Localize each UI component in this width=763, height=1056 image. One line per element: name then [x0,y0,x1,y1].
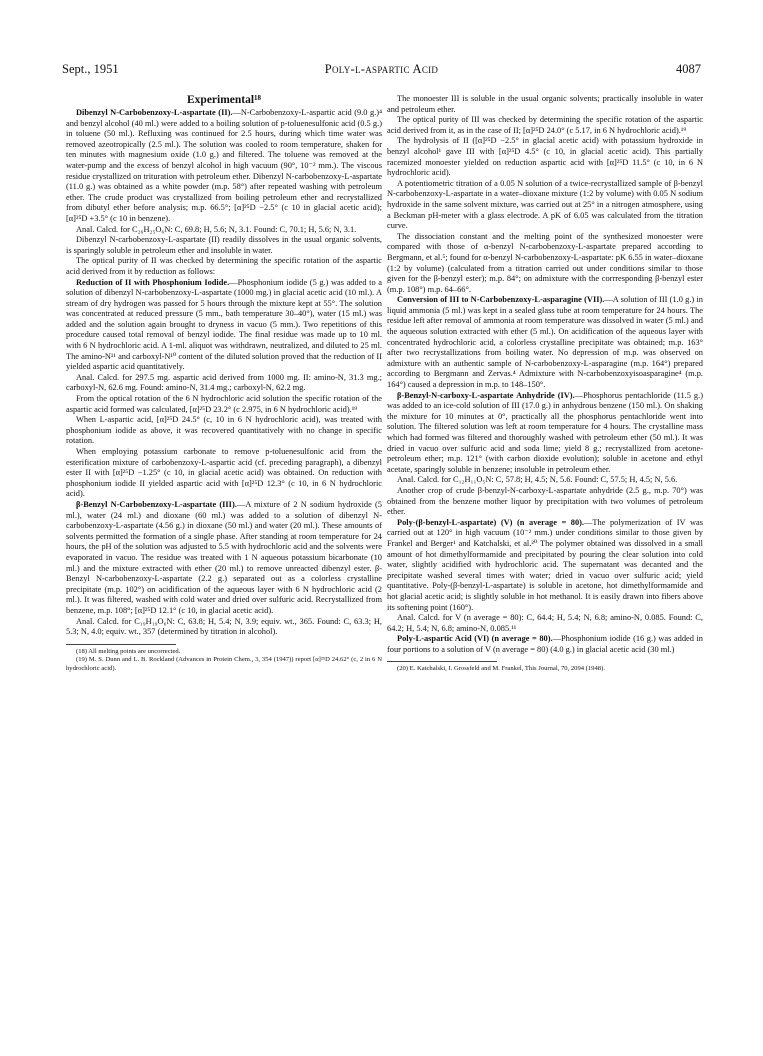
paragraph [387,486,703,518]
paragraph-heading: Poly-(β-benzyl-L-aspartate) (V) (n average = 80). [397,517,585,527]
paragraph-text: —N-Carbobenzoxy-L-aspartic acid (9.0 g.)⁴ and benzyl alcohol (40 ml.) were added to a boiling solution of p-toluenesulfonic acid (0.5 g.) in toluene (50 ml.). Refluxing was continued for 2.5 hours, during which time water was removed azeotropically (2.5 ml.). The solution was cooled to room temperature, shaken for ten minutes with magnesium oxide (1.0 g.) and filtered. The toluene was removed at the water-pump and the excess of benzyl alcohol in high vacuum (90°, 10⁻² mm.). The viscous residue crystallized on trituration with petroleum ether. Dibenzyl N-carbobenzoxy-L-aspartate (11.0 g.) was obtained as a white powder (m.p. 58°) after repeated washing with petroleum ether. The crude product was crystallized from boiling petroleum ether and recrystallized from dibutyl ether before analysis; m.p. 66.5°; [α]²⁵D −2.5° (c 10 in glacial acetic acid); [α]²⁵D +3.5° (c 10 in benzene). [66,108,382,223]
footnote-divider [387,661,497,662]
paragraph-text: The monoester III is soluble in the usual organic solvents; practically insoluble in water and petroleum ether. [387,94,703,114]
right-column-body [387,94,703,655]
paragraph-text: The hydrolysis of II ([α]²⁵D −2.5° in glacial acetic acid) with potassium hydroxide in benzyl alcohol¹ gave III with [α]²⁵D 4.5° (c 10, in glacial acetic acid). This partially racemized monoester yielded on reduction aspartic acid with [α]²⁵D 11.5° (c 10, in 6 N hydrochloric acid). [387,136,703,178]
paragraph [387,179,703,232]
left-column [66,94,382,673]
paragraph-text: —A solution of III (1.0 g.) in liquid ammonia (5 ml.) was kept in a sealed glass tube at room temperature for 24 hours. The residue left after removal of ammonia at room temperature was dissolved in water (5 ml.) and the aqueous solution extracted with ether (5 ml.). On acidification of the aqueous layer with concentrated hydrochloric acid, a colorless crystalline precipitate was obtained; m.p. 163° after two recrystallizations from boiling water. No depression of m.p. was observed on admixture with an authentic sample of N-carbobenzoxy-L-asparagine (m.p. 164°) prepared according to Bergmann and Zervas.⁴ Admixture with N-carbobenzoxyisoasparagine⁴ (m.p. 164°) caused a depression in m.p. to 148–150°. [387,295,703,390]
left-footnotes [66,648,382,674]
paragraph [387,391,703,476]
paragraph-text: A potentiometric titration of a 0.05 N solution of a twice-recrystallized sample of β-benzyl N-carbobenzoxy-L-aspartate in a water–dioxane mixture (1:2 by volume) with 0.05 N sodium hydroxide in the same solvent mixture, was carried out at 25° in a nitrogen atmosphere, using a Beckman pH-meter with a glass electrode. A pK of 6.05 was calculated from the titration curve. [387,178,703,231]
paragraph-text: —The polymerization of IV was carried out at 120° in high vacuum (10⁻² mm.) under conditions similar to those given by Frankel and Berger¹ and Katchalski, et al.²⁰ The polymer obtained was dissolved in a small amount of hot dimethylformamide and precipitated by pouring the clear solution into cold water, slightly acidified with hydrochloric acid. The supernatant was decanted and the precipitate washed several times with water; dried in vacuo over sulfuric acid; yield quantitative. Poly-(β-benzyl-L-aspartate) is soluble in acetone, hot dimethylformamide and hot glacial acetic acid; is slightly soluble in hot methanol. It is easily drawn into fibers above its softening point (160°). [387,517,703,612]
paragraph-text: —A mixture of 2 N sodium hydroxide (5 ml.), water (24 ml.) and dioxane (60 ml.) was added to a solution of dibenzyl N-carbobenzoxy-L-aspartate (4.56 g.) in dioxane (50 ml.) and water (20 ml.). These amounts of solvents permitted the formation of a single phase. After standing at room temperature for 24 hours, the pH of the solution was adjusted to 5.5 with hydrochloric acid and the solvents were evaporated in vacuo. The residue was treated with 1 N aqueous potassium bicarbonate (10 ml.) and the mixture extracted with ether (20 ml.) to remove unreacted dibenzyl ester. β-Benzyl N-carbobenzoxy-L-aspartate (2.2 g.) separated out as a colorless crystalline precipitate (m.p. 102°) on acidification of the aqueous layer with 6 N hydrochloric acid (2 ml.). It was filtered, washed with cold water and dried over sulfuric acid. Recrystallized from benzene, m.p. 108°; [α]²⁵D 12.1° (c 10, in glacial acetic acid). [66,499,382,615]
paragraph-heading: Reduction of II with Phosphonium Iodide. [76,277,230,287]
footnote: (19) M. S. Dunn and L. B. Rockland (Advances in Protein Chem., 3, 354 (1947)) report [α]²⁵D 24.62° (c, 2 in 6 N hydrochloric acid). [66,656,382,672]
paragraph-heading: Poly-L-aspartic Acid (VI) (n average = 80). [397,634,553,644]
running-header [62,62,701,78]
header-date: Sept., 1951 [62,62,119,76]
footnote: (20) E. Katchalski, I. Grossfeld and M. Frankel, This Journal, 70, 2094 (1948). [397,665,605,673]
paragraph-text: Anal. Calcd. for 297.5 mg. aspartic acid derived from 1000 mg. II: amino-N, 31.3 mg.; carboxyl-N, 62.6 mg. Found: amino-N, 31.4 mg.; carboxyl-N, 62.2 mg. [66,372,382,393]
paragraph [387,634,703,655]
paragraph [66,225,382,236]
paragraph [387,295,703,390]
paragraph [66,235,382,256]
paragraph-text: The dissociation constant and the melting point of the synthesized monoester were compared with those of α-benzyl N-carbobenzoxy-L-aspartate prepared according to Bergmann, et al.⁵; found for α-benzyl N-carbobenzoxy-L-aspartate: pK 6.55 in water–dioxane (1:2 by volume) (calculated from a titration carried out under conditions similar to those given for the β-benzyl ester); m.p. 84°; on admixture with the corrresponding β-benzyl ester (m.p. 108°) m.p. 64–66°. [387,231,703,294]
paragraph [66,373,382,394]
paragraph [66,108,382,225]
paragraph-text: Dibenzyl N-carbobenzoxy-L-aspartate (II) readily dissolves in the usual organic solvents, is sparingly soluble in petroleum ether and insoluble in water. [66,235,382,255]
paragraph [66,415,382,447]
paragraph-heading: Conversion of III to N-Carbobenzoxy-L-asparagine (VII). [397,295,605,305]
right-footnotes [387,665,703,674]
paragraph-text: Anal. Calcd. for V (n average = 80): C, 64.4; H, 5.4; N, 6.8; amino-N, 0.085. Found: C, 64.2; H, 5.4; N, 6.8; amino-N, 0.085.¹¹ [387,613,703,633]
paragraph [387,475,703,486]
paragraph [66,278,382,373]
paragraph [66,394,382,415]
paragraph-text: When employing potassium carbonate to remove p-toluenesulfonic acid from the esterification mixture of carbobenzoxy-L-aspartic acid (cf. preceding paragraph), a dibenzyl ester II with [α]²⁵D −1.25° (c 10, in glacial acetic acid) was obtained. On reduction with phosphonium iodide II yielded aspartic acid with [α]²⁵D 12.3° (c 10, in 6 N hydrochloric acid). [66,447,382,499]
left-column-body [66,108,382,638]
section-heading: Experimental¹⁸ [187,94,261,106]
footnote: (18) All melting points are uncorrected. [76,647,181,655]
paragraph [66,617,382,638]
paragraph [387,94,703,115]
paragraph-text: The optical purity of III was checked by determining the specific rotation of the aspartic acid derived from it, as in the case of II; [α]²⁵D 24.0° (c 5.17, in 6 N hydrochloric acid).¹⁹ [387,115,703,135]
paragraph [387,115,703,136]
paragraph-text: From the optical rotation of the 6 N hydrochloric acid solution the specific rotation of the aspartic acid formed was calculated, [α]²⁵D 23.2° (c 2.975, in 6 N hydrochloric acid).¹⁹ [66,394,382,414]
paragraph-heading: β-Benzyl N-Carbobenzoxy-L-aspartate (III). [76,499,237,509]
right-column [387,94,703,674]
paragraph-text: The optical purity of II was checked by determining the specific rotation of the aspartic acid derived from it by reduction as follows: [66,256,382,276]
paragraph [66,500,382,617]
paragraph [66,256,382,277]
paragraph [387,518,703,613]
page-number: 4087 [676,62,701,76]
paragraph-text: When L-aspartic acid, [α]²⁵D 24.5° (c, 10 in 6 N hydrochloric acid), was treated with phosphonium iodide as above, it was recovered quantitatively with no change in specific rotation. [66,415,382,446]
header-title: Poly-l-aspartic Acid [324,62,439,76]
paragraph [387,136,703,178]
paragraph [387,613,703,634]
paragraph-text: Anal. Calcd. for C₁₉H₁₉O₆N: C, 63.8; H, 5.4; N, 3.9; equiv. wt., 365. Found: C, 63.3; H, 5.3; N, 4.0; equiv. wt., 357 (determined by titration in alcohol). [66,616,382,637]
paragraph-text: —Phosphonium iodide (16 g.) was added in four portions to a solution of V (n average = 80) (4.0 g.) in glacial acetic acid (30 ml.) [387,634,703,654]
paragraph-text: —Phosphorus pentachloride (11.5 g.) was added to an ice-cold solution of III (17.0 g.) in anhydrous benzene (150 ml.). On shaking the mixture for 10 minutes at 0°, practically all the phosphorus pentachloride went into solution. The filtered solution was left at room temperature for 4 hours. The crystalline mass which had formed was filtered and thoroughly washed with petroleum ether (50 ml.). It was dried in vacuo over sulfuric acid and soda lime; yield 8 g.; recrystallized from acetone-petroleum ether; m.p. 121° (with carbon dioxide evolution); soluble in acetone and ethyl acetate, sparingly soluble in benzene; insoluble in petroleum ether. [387,390,703,474]
footnote-divider [66,644,176,645]
paragraph-text: Anal. Calcd. for C₁₂H₁₁O₅N: C, 57.8; H, 4.5; N, 5.6. Found: C, 57.5; H, 4.5; N, 5.6. [397,475,678,485]
paragraph-heading: β-Benzyl-N-carboxy-L-aspartate Anhydride (IV). [397,390,575,400]
paragraph-heading: Dibenzyl N-Carbobenzoxy-L-aspartate (II). [76,108,233,117]
paragraph [66,447,382,500]
paragraph-text: Another crop of crude β-benzyl-N-carboxy-L-aspartate anhydride (2.5 g., m.p. 70°) was obtained from the benzene mother liquor by precipitation with two volumes of petroleum ether. [387,485,703,517]
paragraph-text: Anal. Calcd. for C₂₆H₂₅O₆N: C, 69.8; H, 5.6; N, 3.1. Found: C, 70.1; H, 5.6; N, 3.1. [76,224,357,234]
paragraph-text: —Phosphonium iodide (5 g.) was added to a solution of dibenzyl N-carbobenzoxy-L-aspartate (1000 mg.) in glacial acetic acid (10 ml.). A stream of dry hydrogen was passed for 5 hours through the mixture kept at 55°. The solution was concentrated at reduced pressure (5 mm., bath temperature 30–40°), water (15 ml.) was added and the solution again brought to dryness in vacuo (5 mm.). Two repetitions of this procedure caused total removal of benzyl iodide. The final residue was made up to 10 ml. with 6 N hydrochloric acid. A 1-ml. aliquot was withdrawn, neutralized, and diluted to 25 ml. The amino-N¹¹ and carboxyl-N¹⁰ content of the diluted solution proved that the reduction of II yielded aspartic acid quantitatively. [66,277,382,372]
paragraph [387,232,703,296]
